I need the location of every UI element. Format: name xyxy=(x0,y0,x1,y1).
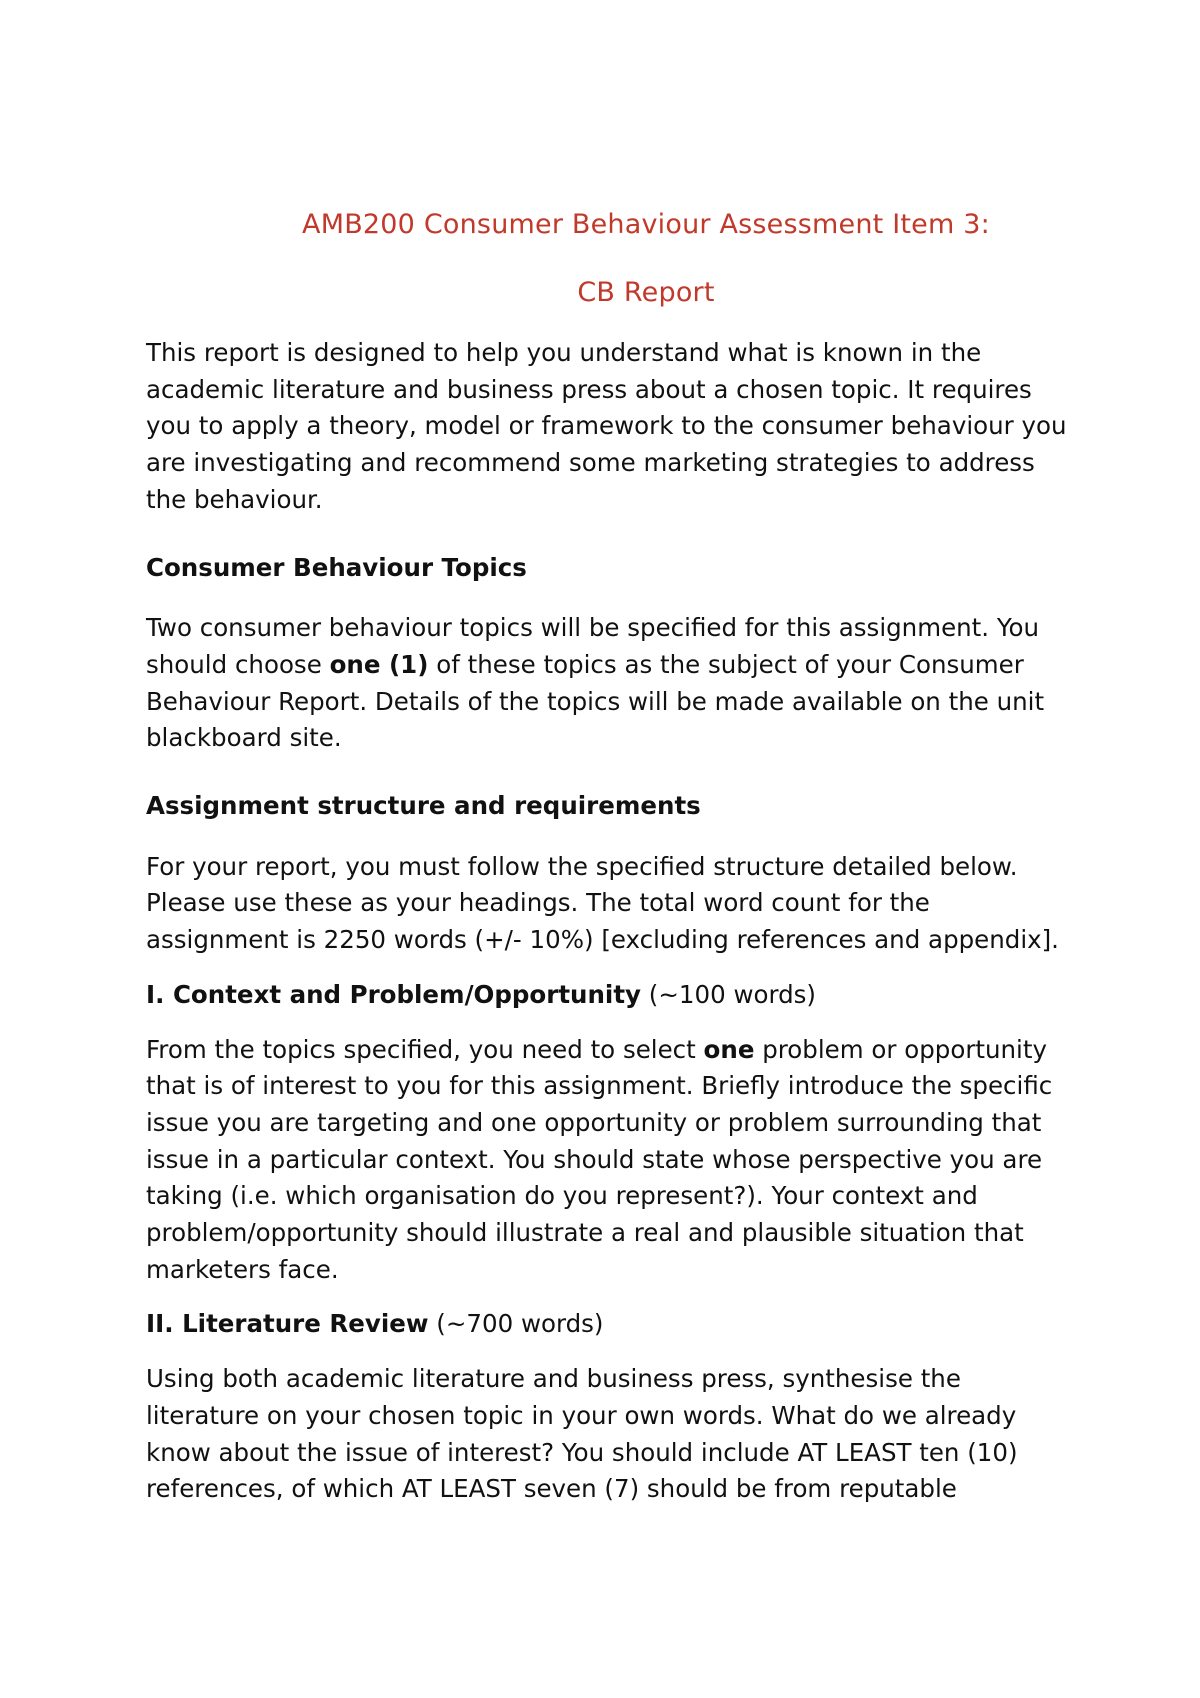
topics-paragraph xyxy=(146,610,1076,757)
section1-word-count: (~100 words) xyxy=(641,979,816,1009)
document-body xyxy=(146,205,1076,1508)
section2-heading-title: II. Literature Review xyxy=(146,1309,429,1339)
section1-paragraph xyxy=(146,1032,1076,1289)
section1-text-after: problem or opportunity that is of interest to you for this assignment. Briefly introduce the specific issue you are targeting and one opportunity or problem surrounding that issue in a particular context. You should state whose perspective you are taking (i.e. which organisation do you represent?). Your context and problem/opportunity should illustrate a real and plausible situation that marketers face. xyxy=(146,1034,1053,1284)
topics-text-bold: one (1) xyxy=(329,649,429,679)
document-subtitle: CB Report xyxy=(577,277,715,308)
section2-word-count: (~700 words) xyxy=(428,1309,604,1339)
structure-heading: Assignment structure and requirements xyxy=(146,791,701,821)
section1-heading xyxy=(146,977,1076,1014)
section1-heading-title: I. Context and Problem/Opportunity xyxy=(146,979,642,1009)
topics-heading: Consumer Behaviour Topics xyxy=(146,552,527,582)
document-title: AMB200 Consumer Behaviour Assessment Item 3: xyxy=(302,209,990,240)
structure-paragraph: For your report, you must follow the specified structure detailed below. Please use these as your headings. The total word count for the assignment is 2250 words (+/- 10%) [excluding references and appendix]. xyxy=(146,851,1059,955)
topics-text-after: of these topics as the subject of your Consumer Behaviour Report. Details of the topics will be made available on the unit blackboard site. xyxy=(146,649,1045,753)
section2-heading xyxy=(146,1306,1076,1343)
section1-text-before: From the topics specified, you need to select xyxy=(146,1034,704,1064)
topics-text-before: Two consumer behaviour topics will be specified for this assignment. You should choose xyxy=(146,613,1040,679)
section2-paragraph: Using both academic literature and business press, synthesise the literature on your chosen topic in your own words. What do we already know about the issue of interest? You should include AT LEAST ten (10) references, of which AT LEAST seven (7) should be from reputable xyxy=(146,1364,1018,1504)
intro-paragraph: This report is designed to help you understand what is known in the academic literature and business press about a chosen topic. It requires you to apply a theory, model or framework to the consumer behaviour you are investigating and recommend some marketing strategies to address the behaviour. xyxy=(146,338,1067,514)
section1-text-bold: one xyxy=(703,1034,755,1064)
